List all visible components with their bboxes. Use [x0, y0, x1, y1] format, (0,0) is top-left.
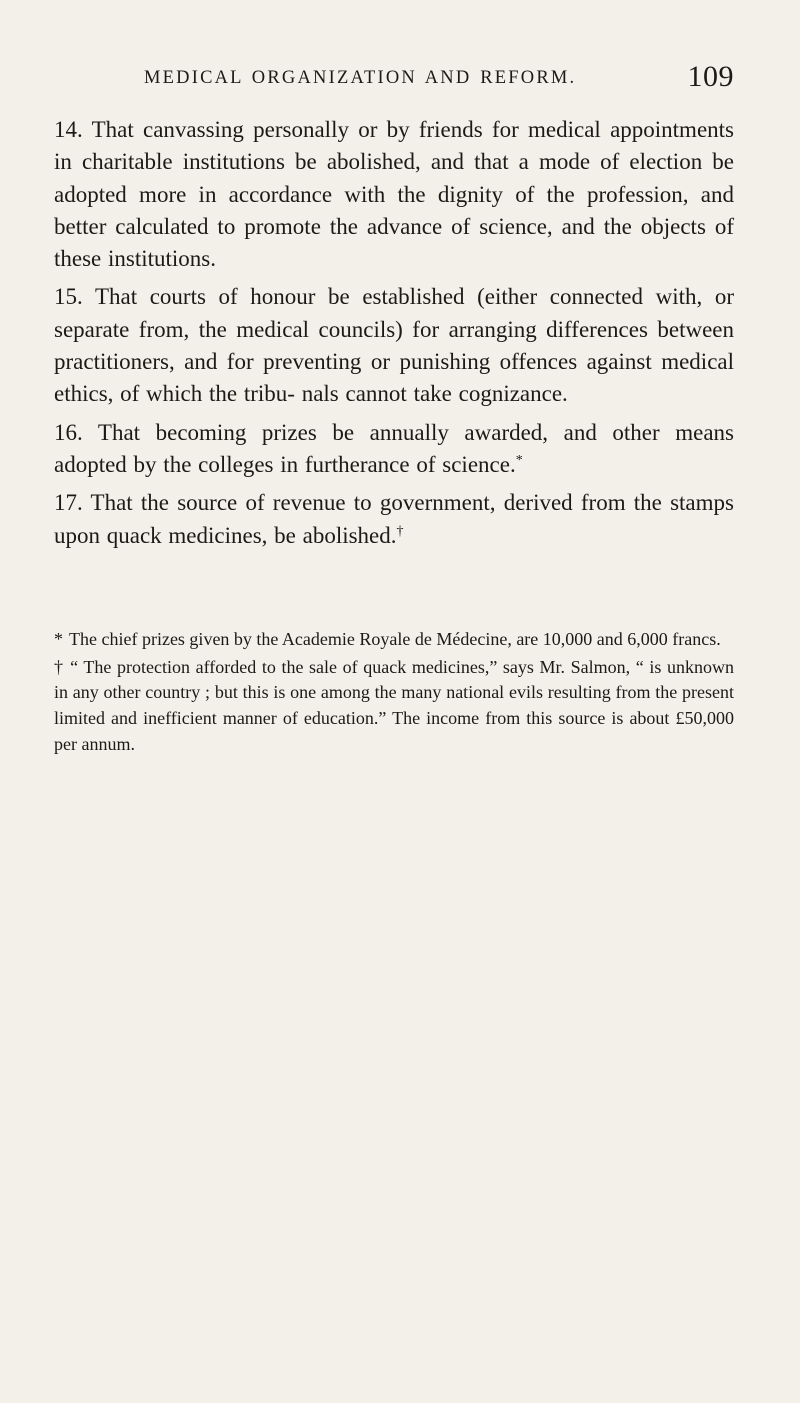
paragraph-number: 14.: [54, 117, 83, 142]
footnote-reference: †: [396, 523, 404, 539]
footnote: [54, 655, 734, 758]
paragraph-text: That courts of honour be established (either connected with, or separate from, the medical councils) for arranging differences between practitioners, and for preventing or punishing offences against medical ethics, of which the tribu- nals cannot take cognizance.: [54, 284, 735, 407]
body-text: [54, 114, 734, 558]
footnote-reference: *: [515, 452, 523, 468]
paragraph-text: That becoming prizes be annually awarded, and other means adopted by the colleges in furtherance of science.: [54, 419, 734, 477]
paragraph-16: [54, 417, 734, 482]
footnotes: [54, 627, 734, 760]
paragraph-15: [54, 281, 734, 410]
footnote-text: The chief prizes given by the Academie Royale de Médecine, are 10,000 and 6,000 francs.: [69, 629, 721, 649]
paragraph-number: 15.: [54, 284, 83, 310]
footnote-mark: *: [54, 629, 63, 649]
paragraph-text: That the source of revenue to government, derived from the stamps upon quack medicines, be abolished.: [54, 490, 734, 548]
running-head: [54, 60, 734, 100]
footnote-mark: †: [54, 656, 65, 677]
running-title: MEDICAL ORGANIZATION AND REFORM.: [144, 68, 577, 88]
paragraph-17: [54, 487, 734, 552]
paragraph-number: 16.: [54, 419, 83, 445]
footnote: [54, 627, 734, 653]
page-number: 109: [687, 60, 734, 93]
paragraph-number: 17.: [54, 490, 83, 516]
paragraph-14: [54, 114, 734, 275]
footnote-text: “ The protection afforded to the sale of quack medicines,” says Mr. Salmon, “ is unknown in any other country ; but this is one among the many national evils resulting from the present limited and inefficient manner of education.” The income from this source is about £50,000 per annum.: [54, 656, 734, 754]
paragraph-text: That canvassing personally or by friends for medical appointments in charitable institutions be abolished, and that a mode of election be adopted more in accordance with the dignity of the profession, and better calculated to promote the advance of science, and the objects of these institutions.: [54, 117, 734, 272]
